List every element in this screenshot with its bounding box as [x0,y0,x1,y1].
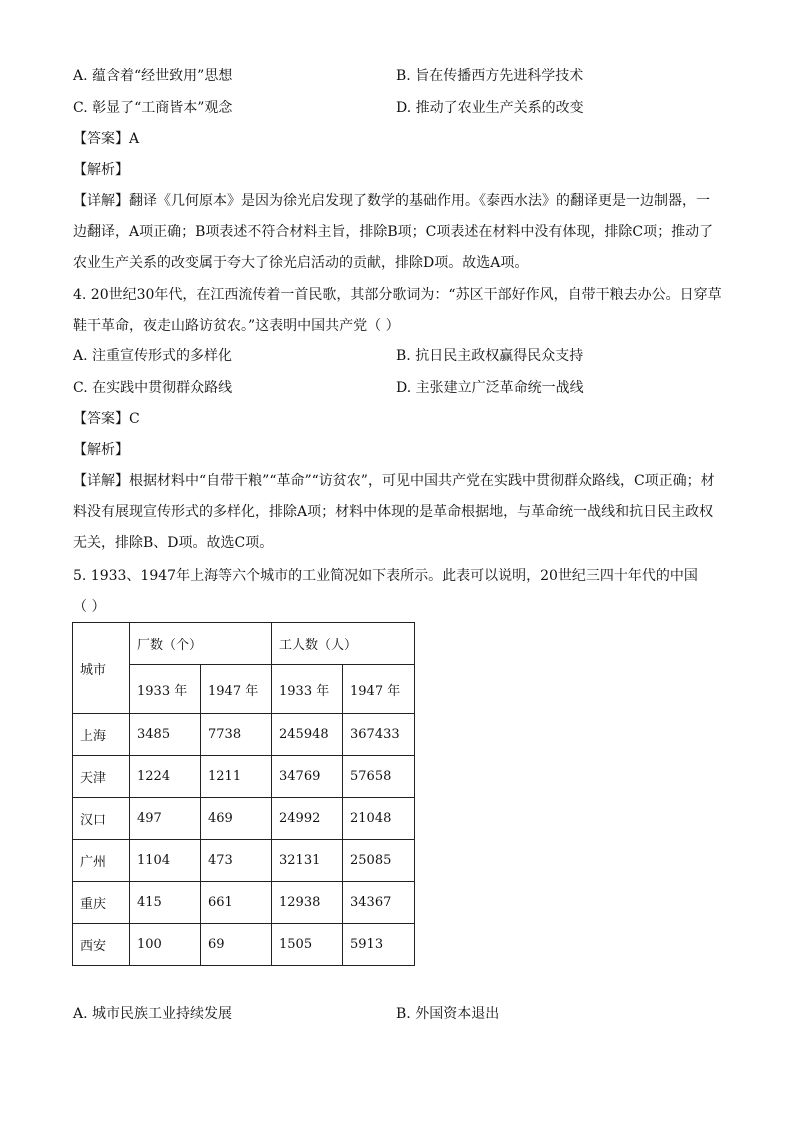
table-cell: 1224 [130,756,201,798]
table-cell: 69 [201,924,272,966]
table-cell-city: 广州 [73,840,130,882]
table-row [73,756,415,798]
q3-analysis-label: 【解析】 [73,162,129,178]
table-cell: 25085 [343,840,415,882]
q4-option-d: D. 主张建立广泛革命统一战线 [396,380,584,396]
q4-option-a: A. 注重宣传形式的多样化 [73,348,233,364]
q4-analysis-label: 【解析】 [73,442,129,458]
table-cell: 1505 [272,924,343,966]
q4-stem: 4. 20世纪30年代，在江西流传着一首民歌，其部分歌词为：“苏区干部好作风，自带干粮去办公。日穿草鞋干革命，夜走山路访贫农。”这表明中国共产党（ ） [73,287,722,334]
q4-option-c: C. 在实践中贯彻群众路线 [73,380,233,396]
q5-option-a: A. 城市民族工业持续发展 [73,1006,233,1022]
q5-stem-line2: （ ） [73,599,106,615]
table-cell: 32131 [272,840,343,882]
table-cell-city: 天津 [73,756,130,798]
table-row [73,840,415,882]
table-cell-city: 上海 [73,714,130,756]
q5-stem-line1: 5. 1933、1947年上海等六个城市的工业简况如下表所示。此表可以说明，20世纪三四十年代的中国 [73,568,698,584]
table-cell: 497 [130,798,201,840]
table-cell: 367433 [343,714,415,756]
table-cell-city: 汉口 [73,798,130,840]
table-cell: 469 [201,798,272,840]
table-cell-city: 重庆 [73,882,130,924]
table-cell: 415 [130,882,201,924]
q4-option-b: B. 抗日民主政权赢得民众支持 [396,348,584,364]
table-cell: 5913 [343,924,415,966]
table-row [73,924,415,966]
table-cell: 1211 [201,756,272,798]
table-cell: 34367 [343,882,415,924]
table-cell: 12938 [272,882,343,924]
q3-option-a: A. 蕴含着“经世致用”思想 [73,68,233,84]
table-row [73,882,415,924]
q3-option-d: D. 推动了农业生产关系的改变 [396,100,584,116]
table-cell: 24992 [272,798,343,840]
table-header-year: 1947 年 [343,665,415,714]
table-header-workers: 工人数（人） [272,623,415,665]
table-cell: 100 [130,924,201,966]
table-cell: 57658 [343,756,415,798]
q3-option-b: B. 旨在传播西方先进科学技术 [396,68,584,84]
table-cell: 245948 [272,714,343,756]
table-row [73,798,415,840]
table-header-year: 1933 年 [130,665,201,714]
table-cell: 473 [201,840,272,882]
table-header-year: 1933 年 [272,665,343,714]
q4-detail: 【详解】根据材料中“自带干粮”“革命”“访贫农”，可见中国共产党在实践中贯彻群众路线，C项正确；材料没有展现宣传形式的多样化，排除A项；材料中体现的是革命根据地，与革命统一战线和抗日民主政权无关，排除B、D项。故选C项。 [73,473,715,551]
table-cell: 3485 [130,714,201,756]
table-cell: 661 [201,882,272,924]
q4-answer: 【答案】C [73,411,140,427]
q3-answer: 【答案】A [73,131,140,147]
table-cell-city: 西安 [73,924,130,966]
q3-option-c: C. 彰显了“工商皆本”观念 [73,100,233,116]
table-header-city: 城市 [73,623,130,714]
table-header-factories: 厂数（个） [130,623,272,665]
table-cell: 1104 [130,840,201,882]
q5-industry-table [72,622,415,966]
table-header-year: 1947 年 [201,665,272,714]
table-cell: 34769 [272,756,343,798]
table-row [73,714,415,756]
table-cell: 21048 [343,798,415,840]
q3-detail: 【详解】翻译《几何原本》是因为徐光启发现了数学的基础作用。《泰西水法》的翻译更是一边制器，一边翻译，A项正确；B项表述不符合材料主旨，排除B项；C项表述在材料中没有体现，排除C项；推动了农业生产关系的改变属于夸大了徐光启活动的贡献，排除D项。故选A项。 [73,193,714,271]
table-cell: 7738 [201,714,272,756]
q5-option-b: B. 外国资本退出 [396,1006,500,1022]
